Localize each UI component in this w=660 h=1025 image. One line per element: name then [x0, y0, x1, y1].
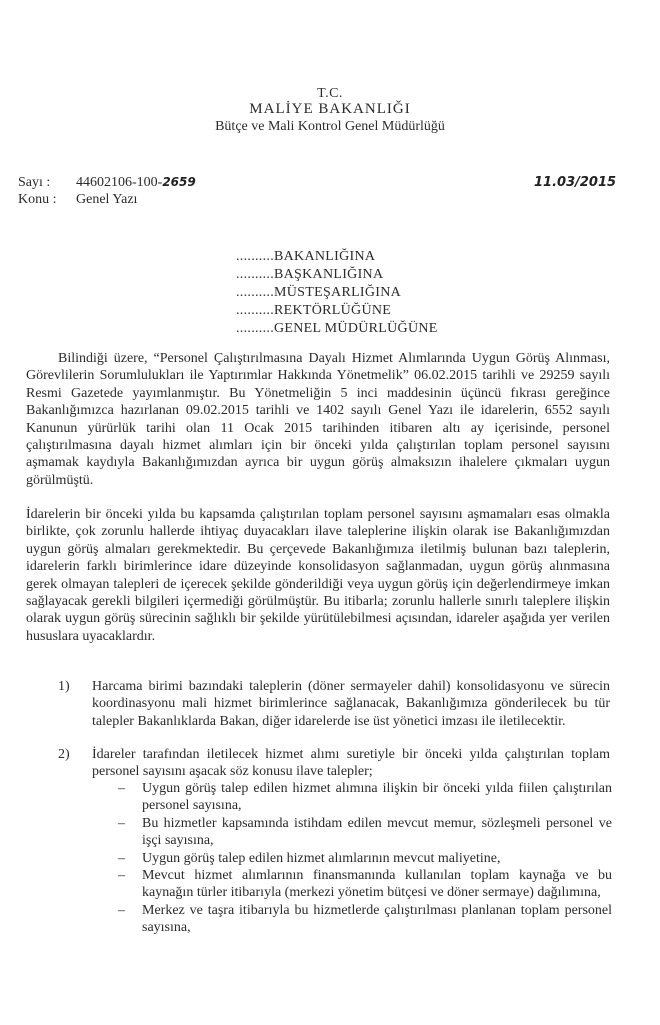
document-date: 11.03/2015 [534, 175, 617, 190]
item-text: İdareler tarafından iletilecek hizmet alımı suretiyle bir önceki yılda çalıştırılan toplam personel sayısını aşacak söz konusu ilave talepler; [92, 747, 610, 780]
dash-item [118, 850, 612, 867]
konu-row [18, 192, 137, 208]
item-number: 1) [58, 679, 70, 694]
dash-item [118, 815, 612, 850]
recipient-line: ..........REKTÖRLÜĞÜNE [236, 303, 392, 318]
dash-item-text: Bu hizmetler kapsamında istihdam edilen mevcut memur, sözleşmeli personel ve işçi sayısına, [142, 815, 612, 849]
recipient-line: ..........BAKANLIĞINA [236, 249, 376, 264]
item-text: Harcama birimi bazındaki taleplerin (döner sermayeler dahil) konsolidasyonu ve sürecin koordinasyonu mali hizmet birimlerince sağlanacak, Bakanlığımıza gönderilecek bu tür talepler Bakanlıklarda Bakan, diğer idarelerde ise üst yönetici imzası ile iletilecektir. [92, 679, 610, 729]
body-paragraph: İdarelerin bir önceki yılda bu kapsamda çalıştırılan toplam personel sayısını aşmamaları esas olmakla birlikte, çok zorunlu hallerde ihtiyaç duyacakları ilave taleplerine ilişkin olarak ise Bakanlığımızdan uygun görüş almaları gerekmektedir. Bu çerçevede Bakanlığımıza iletilmiş bulunan bazı taleplerin, idarelerin farklı birimlerince idare düzeyinde konsolidasyon sağlanmadan, uygun görüş alınmasına gerek olmayan talepleri de içerecek şekilde gönderildiği veya uygun görüş için değerlendirmeye imkan sağlayacak gerekli bilgileri içermediği görülmüştür. Bu itibarla; zorunlu hallerle sınırlı taleplere ilişkin olarak uygun görüş sürecinin sağlıklı bir şekilde yürütülebilmesi açısından, idareler aşağıda yer verilen hususlara uyacaklardır. [26, 507, 610, 644]
dash-marker: – [118, 850, 125, 866]
dash-item-text: Merkez ve taşra itibarıyla bu hizmetlerde çalıştırılması planlanan toplam personel sayısına, [142, 902, 612, 936]
dash-item-text: Mevcut hizmet alımlarının finansmanında kullanılan toplam kaynağa ve bu kaynağın türler itibarıyla (merkezi yönetim bütçesi ve döner sermaye) dağılımına, [142, 868, 612, 901]
dash-marker: – [118, 902, 125, 918]
header-department: Bütçe ve Mali Kontrol Genel Müdürlüğü [215, 119, 445, 134]
item-number: 2) [58, 747, 70, 762]
dash-item-text: Uygun görüş talep edilen hizmet alımlarının mevcut maliyetine, [142, 850, 501, 866]
dash-item [118, 780, 612, 815]
dash-item-text: Uygun görüş talep edilen hizmet alımına ilişkin bir önceki yılda fiilen çalıştırılan personel sayısına, [142, 781, 612, 814]
recipient-line: ..........BAŞKANLIĞINA [236, 267, 384, 282]
recipient-line: ..........MÜSTEŞARLIĞINA [236, 285, 402, 300]
header-ministry: MALİYE BAKANLIĞI [249, 101, 411, 117]
dash-item [118, 867, 612, 902]
numbered-item [58, 746, 610, 781]
dash-marker: – [118, 815, 125, 831]
dash-item [118, 902, 612, 937]
sayi-label: Sayı : [18, 175, 51, 190]
dash-marker: – [118, 868, 125, 884]
sayi-row [18, 175, 196, 191]
body-paragraph: Bilindiği üzere, “Personel Çalıştırılmasına Dayalı Hizmet Alımlarında Uygun Görüş Alınması, Görevlilerin Sorumlulukları ile Yaptırımlar Hakkında Yönetmelik” 06.02.2015 tarihli ve 29259 sayılı Resmi Gazetede yayımlanmıştır. Bu Yönetmeliğin 5 inci maddesinin üçüncü fıkrası gereğince Bakanlığımızca hazırlanan 09.02.2015 tarihli ve 1402 sayılı Genel Yazı ile idarelerin, 6552 sayılı Kanunun yürürlük tarihi olan 11 Ocak 2015 tarihinden itibaren altı ay içerisinde, personel çalıştırılmasına dayalı hizmet alımları için bir önceki yılda çalıştırılan toplam personel sayısını aşmamak kaydıyla Bakanlığımızdan ayrıca bir uygun görüş almaksızın ihalelere çıkmaları uygun görülmüştü. [26, 351, 610, 488]
header-tc: T.C. [317, 86, 343, 101]
konu-label: Konu : [18, 192, 57, 207]
sayi-handwritten-number: 2659 [162, 175, 196, 189]
numbered-item [58, 678, 610, 730]
dash-marker: – [118, 781, 125, 796]
recipient-line: ..........GENEL MÜDÜRLÜĞÜNE [236, 321, 438, 336]
sayi-value: 44602106-100- [76, 175, 163, 190]
dash-list [118, 780, 612, 937]
konu-value: Genel Yazı [76, 192, 138, 207]
recipient-list [236, 248, 438, 338]
